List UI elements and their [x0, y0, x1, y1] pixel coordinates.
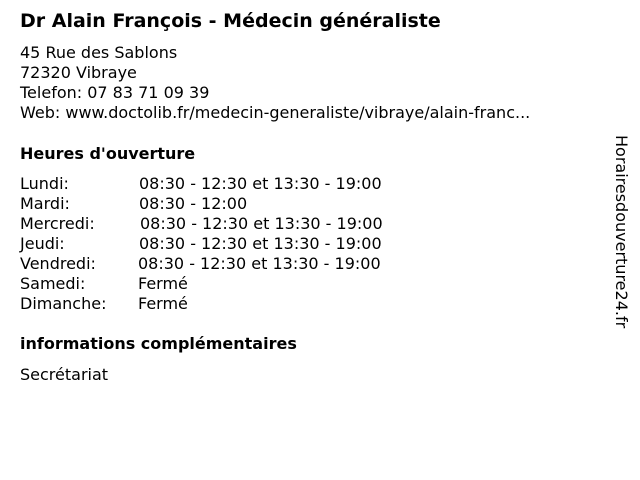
day-label: Dimanche:: [20, 294, 107, 313]
additional-info-text: Secrétariat: [20, 365, 109, 384]
time-value: Fermé: [138, 274, 188, 293]
site-watermark: Horairesdouverture24.fr: [612, 135, 631, 329]
phone-number: Telefon: 07 83 71 09 39: [20, 83, 210, 102]
day-label: Mardi:: [20, 194, 70, 213]
opening-hours-heading: Heures d'ouverture: [20, 144, 196, 163]
day-label: Lundi:: [20, 174, 69, 193]
time-value: 08:30 - 12:30 et 13:30 - 19:00: [140, 214, 383, 233]
time-value: Fermé: [138, 294, 188, 313]
time-value: 08:30 - 12:30 et 13:30 - 19:00: [139, 174, 382, 193]
time-value: 08:30 - 12:30 et 13:30 - 19:00: [139, 234, 382, 253]
website-link[interactable]: Web: www.doctolib.fr/medecin-generaliste/vibraye/alain-franc...: [20, 103, 531, 122]
additional-info-heading: informations complémentaires: [20, 334, 297, 353]
day-label: Vendredi:: [20, 254, 96, 273]
street-address: 45 Rue des Sablons: [20, 43, 178, 62]
day-label: Mercredi:: [20, 214, 95, 233]
city-postal: 72320 Vibraye: [20, 63, 137, 82]
day-label: Jeudi:: [20, 234, 65, 253]
time-value: 08:30 - 12:30 et 13:30 - 19:00: [138, 254, 381, 273]
contact-block: [20, 43, 530, 123]
time-value: 08:30 - 12:00: [139, 194, 248, 213]
page-title: Dr Alain François - Médecin généraliste: [20, 10, 441, 32]
day-label: Samedi:: [20, 274, 86, 293]
